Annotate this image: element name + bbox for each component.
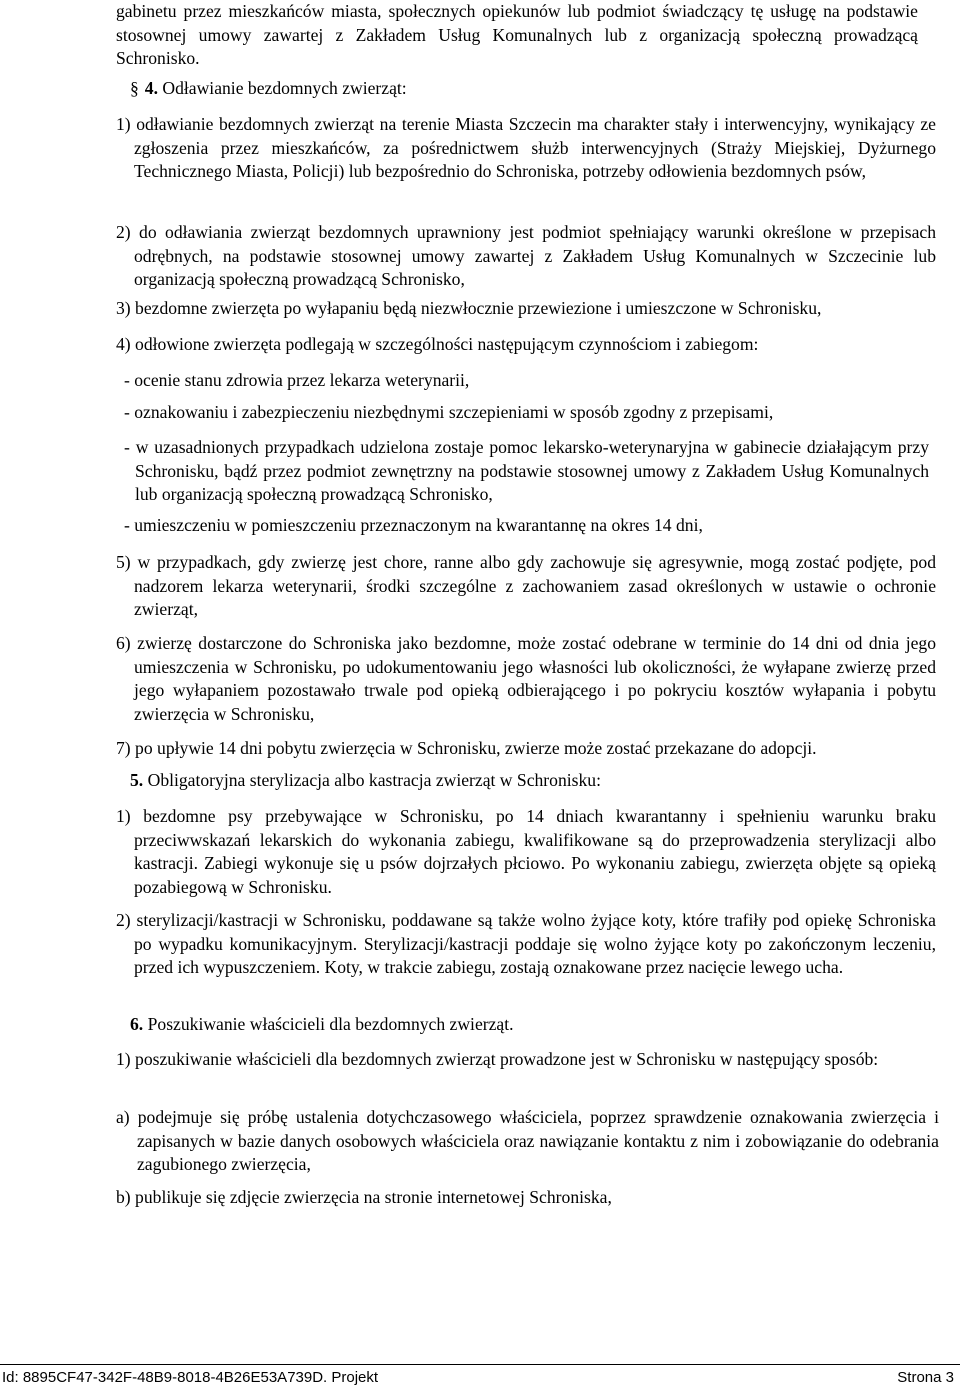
section-4-subitem-3: - w uzasadnionych przypadkach udzielona zostaje pomoc lekarsko-weterynaryjna w gabinecie działającym przy Schronisku, bądź przez podmiot zewnętrzny na podstawie stosownej umowy z Zakładem Usług Komunalnych lub organizacją społeczną prowadzącą Schronisko, [124,437,929,504]
section-6-title: Poszukiwanie właścicieli dla bezdomnych zwierząt. [147,1014,514,1034]
section-4-heading [130,77,918,101]
section-4-title: Odławianie bezdomnych zwierząt: [162,78,407,98]
section-4-item-4: 4) odłowione zwierzęta podlegają w szczególności następującym czynnościom i zabiegom: [116,334,759,354]
section-5-number: 5. [130,770,144,790]
footer-document-id: Id: 8895CF47-342F-48B9-8018-4B26E53A739D. Projekt [2,1369,379,1386]
section-6-heading [130,1013,918,1037]
section-symbol: § [130,78,139,98]
section-4-item-1: 1) odławianie bezdomnych zwierząt na terenie Miasta Szczecin ma charakter stały i interwencyjny, wynikający ze zgłoszenia przez mieszkańców, za pośrednictwem służb interwencyjnych (Straży Miejskiej, Dyżurnego Technicznego Miasta, Policji) lub bezpośrednio do Schroniska, potrzeby odłowienia bezdomnych psów, [116,114,936,181]
section-5-item-1: 1) bezdomne psy przebywające w Schronisku, po 14 dniach kwarantanny i spełnieniu warunku braku przeciwwskazań lekarskich do wykonania zabiegu, kwalifikowane są do przeprowadzenia sterylizacji albo kastracji. Zabiegi wykonuje się u psów dojrzałych płciowo. Po wykonaniu zabiegu, zwierzęta objęte są opieką pozabiegową w Schronisku. [116,806,936,897]
footer-page-number: Strona 3 [897,1369,954,1386]
intro-paragraph: gabinetu przez mieszkańców miasta, społecznych opiekunów lub podmiot świadczący tę usługę na podstawie stosownej umowy zawartej z Zakładem Usług Komunalnych lub z organizacją społeczną prowadzącą Schronisko. [116,1,918,68]
section-4-subitem-2: - oznakowaniu i zabezpieczeniu niezbędnymi szczepieniami w sposób zgodny z przepisami, [124,402,774,422]
section-6-number: 6. [130,1014,144,1034]
section-5-title: Obligatoryjna sterylizacja albo kastracja zwierząt w Schronisku: [147,770,601,790]
section-4-subitem-1: - ocenie stanu zdrowia przez lekarza weterynarii, [124,370,470,390]
section-6-subitem-a: a) podejmuje się próbę ustalenia dotychczasowego właściciela, poprzez sprawdzenie oznakowania zwierzęcia i zapisanych w bazie danych osobowych właściciela oraz nawiązanie kontaktu z nim i zobowiązanie do odebrania zagubionego zwierzęcia, [116,1107,939,1174]
section-5-item-2: 2) sterylizacji/kastracji w Schronisku, poddawane są także wolno żyjące koty, które trafiły pod opiekę Schroniska po wypadku komunikacyjnym. Sterylizacji/kastracji poddaje się wolno żyjące koty po zakończonym leczeniu, przed ich wypuszczeniem. Koty, w trakcie zabiegu, zostają oznakowane przez nacięcie lewego ucha. [116,910,936,977]
section-6-item-1: 1) poszukiwanie właścicieli dla bezdomnych zwierząt prowadzone jest w Schronisku w następujący sposób: [116,1049,879,1069]
section-4-subitem-4: - umieszczeniu w pomieszczeniu przeznaczonym na kwarantannę na okres 14 dni, [124,515,703,535]
section-4-number: 4. [144,78,158,98]
footer-divider [0,1364,960,1365]
section-5-heading [130,769,918,793]
section-6-subitem-b: b) publikuje się zdjęcie zwierzęcia na stronie internetowej Schroniska, [116,1187,612,1207]
section-4-item-6: 6) zwierzę dostarczone do Schroniska jako bezdomne, może zostać odebrane w terminie do 14 dni od dnia jego umieszczenia w Schronisku, po udokumentowaniu jego własności lub okoliczności, że wyłapane zwierzę przed jego wyłapaniem pozostawało trwale pod opieką odbierającego i po pokryciu kosztów wyłapania i pobytu zwierzęcia w Schronisku, [116,633,936,724]
section-4-item-7: 7) po upływie 14 dni pobytu zwierzęcia w Schronisku, zwierze może zostać przekazane do adopcji. [116,738,817,758]
section-4-item-2: 2) do odławiania zwierząt bezdomnych uprawniony jest podmiot spełniający warunki określone w przepisach odrębnych, na podstawie stosownej umowy zawartej z Zakładem Usług Komunalnych w Szczecinie lub organizacją społeczną prowadzącą Schronisko, [116,222,936,289]
section-4-item-3: 3) bezdomne zwierzęta po wyłapaniu będą niezwłocznie przewiezione i umieszczone w Schronisku, [116,298,822,318]
section-4-item-5: 5) w przypadkach, gdy zwierzę jest chore, ranne albo gdy zachowuje się agresywnie, mogą zostać podjęte, pod nadzorem lekarza weterynarii, środki szczególne z zachowaniem zasad określonych w ustawie o ochronie zwierząt, [116,552,936,619]
